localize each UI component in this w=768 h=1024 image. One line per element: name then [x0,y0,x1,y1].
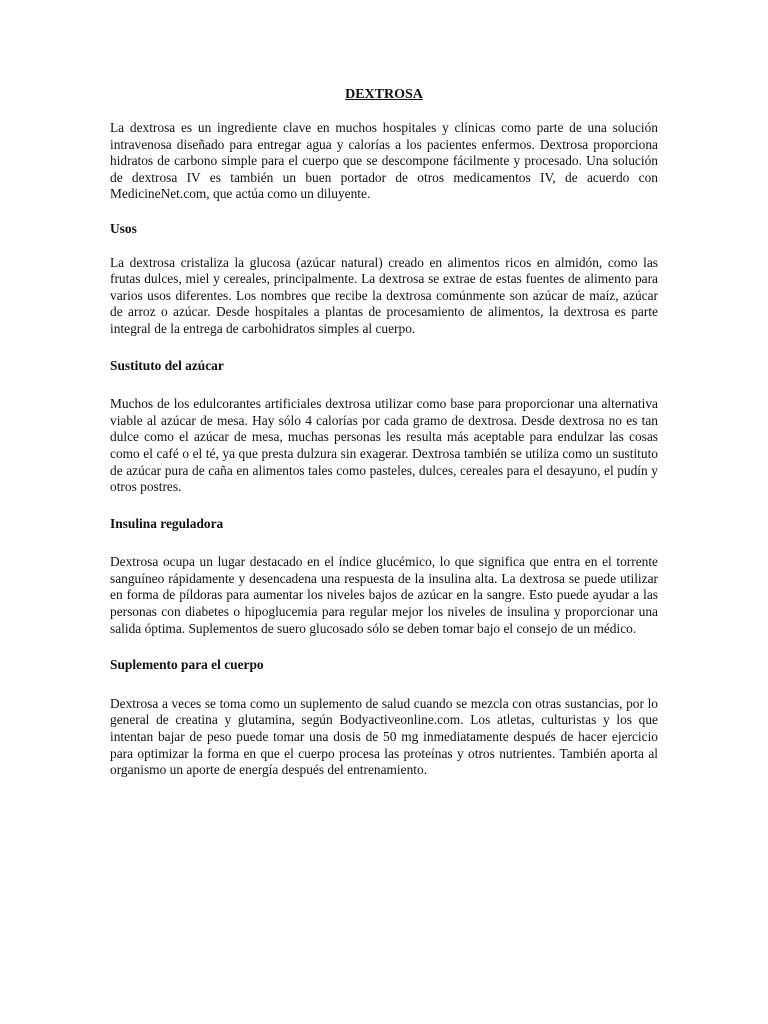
section-heading-insulina: Insulina reguladora [110,515,224,531]
intro-paragraph: La dextrosa es un ingrediente clave en muchos hospitales y clínicas como parte de una solución intravenosa diseñado para entregar agua y calorías a los pacientes enfermos. Dextrosa proporciona hidratos de carbono simple para el cuerpo que se descompone fácilmente y procesado. Una solución de dextrosa IV es también un buen portador de otros medicamentos IV, de acuerdo con MedicineNet.com, que actúa como un diluyente. [110,120,658,202]
document-title: DEXTROSA [345,87,423,102]
section-body-usos: La dextrosa cristaliza la glucosa (azúcar natural) creado en alimentos ricos en almidón, como las frutas dulces, miel y cereales, principalmente. La dextrosa se extrae de estas fuentes de alimento para varios usos diferentes. Los nombres que recibe la dextrosa comúnmente son azúcar de maíz, azúcar de arroz o azúcar. Desde hospitales a plantas de procesamiento de alimentos, la dextrosa es parte integral de la entrega de carbohidratos simples al cuerpo. [110,254,658,336]
section-heading-suplemento: Suplemento para el cuerpo [110,657,264,673]
section-body-sustituto: Muchos de los edulcorantes artificiales dextrosa utilizar como base para proporcionar una alternativa viable al azúcar de mesa. Hay sólo 4 calorías por cada gramo de dextrosa. Desde dextrosa no es tan dulce como el azúcar de mesa, muchas personas les resulta más aceptable para endulzar las cosas como el café o el té, ya que presta dulzura sin exagerar. Dextrosa también se utiliza como un sustituto de azúcar pura de caña en alimentos tales como pasteles, dulces, cereales para el desayuno, el pudín y otros postres. [110,396,658,495]
section-body-insulina: Dextrosa ocupa un lugar destacado en el índice glucémico, lo que significa que entra en el torrente sanguíneo rápidamente y desencadena una respuesta de la insulina alta. La dextrosa se puede utilizar en forma de píldoras para aumentar los niveles bajos de azúcar en la sangre. Esto puede ayudar a las personas con diabetes o hipoglucemia para regular mejor los niveles de insulina y proporcionar una salida óptima. Suplementos de suero glucosado sólo se deben tomar bajo el consejo de un médico. [110,554,658,636]
section-heading-sustituto: Sustituto del azúcar [110,357,224,373]
section-heading-usos: Usos [110,220,137,236]
section-body-suplemento: Dextrosa a veces se toma como un suplemento de salud cuando se mezcla con otras sustancias, por lo general de creatina y glutamina, según Bodyactiveonline.com. Los atletas, culturistas y los que intentan bajar de peso puede tomar una dosis de 50 mg inmediatamente después de hacer ejercicio para optimizar la forma en que el cuerpo procesa las proteínas y otros nutrientes. También aporta al organismo un aporte de energía después del entrenamiento. [110,695,658,778]
